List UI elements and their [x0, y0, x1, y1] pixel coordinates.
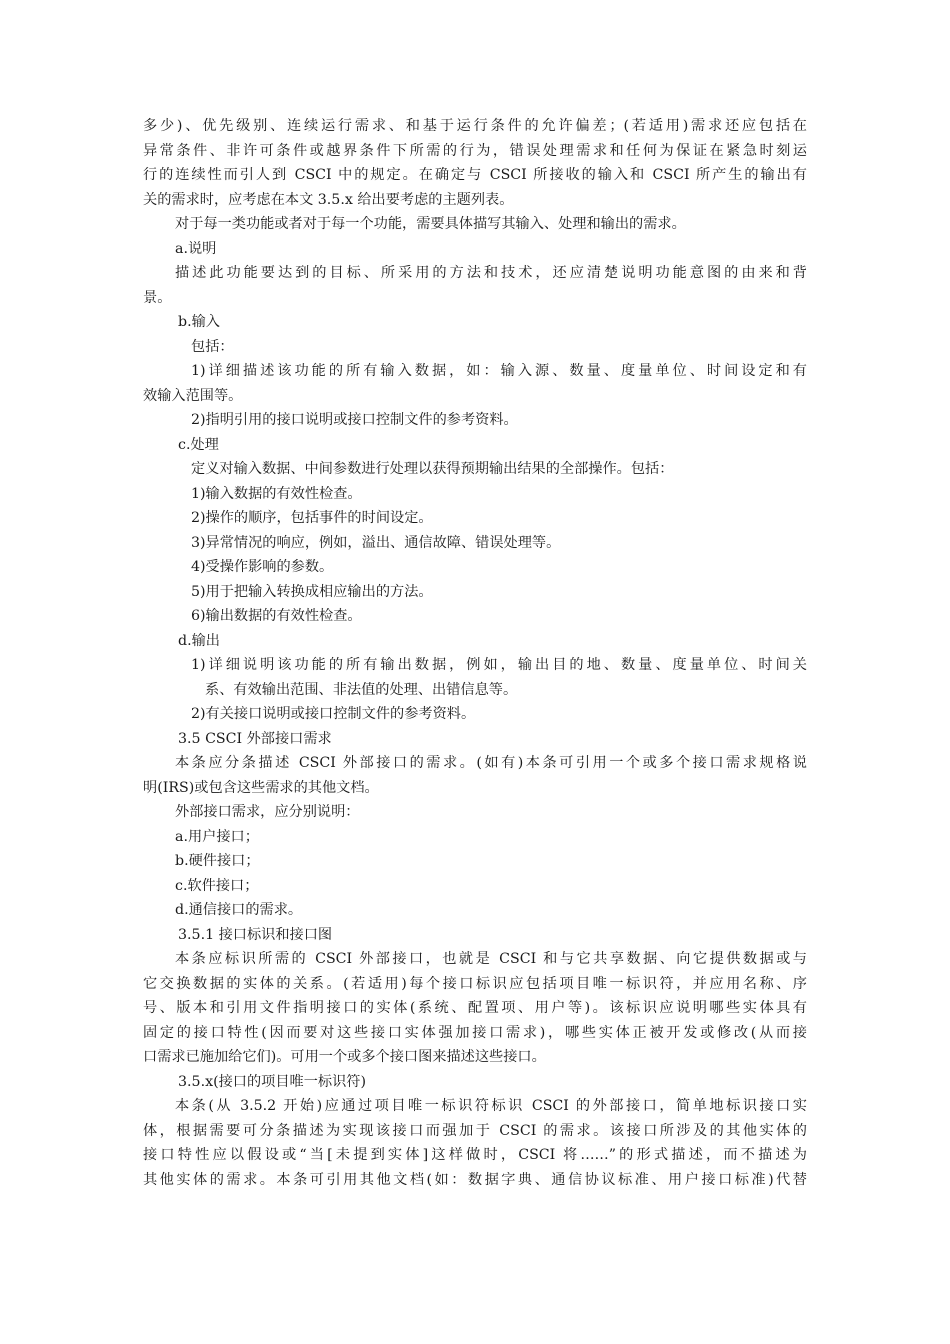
section-heading: 3.5.x(接口的项目唯一标识符) [178, 1073, 367, 1090]
paragraph-line: 它交换数据的实体的关系。(若适用)每个接口标识应包括项目唯一标识符，并应用名称、序 [143, 975, 807, 992]
list-item: 6)输出数据的有效性检查。 [191, 608, 362, 624]
paragraph-line: 体，根据需要可分条描述为实现该接口而强加于 CSCI 的需求。该接口所涉及的其他实体的 [143, 1122, 807, 1139]
paragraph-line: 外部接口需求，应分别说明： [175, 804, 360, 820]
paragraph-line: 明(IRS)或包含这些需求的其他文档。 [143, 779, 379, 796]
item-heading-b: b.输入 [178, 314, 220, 330]
list-item: c.软件接口； [175, 877, 259, 894]
paragraph-line: 描述此功能要达到的目标、所采用的方法和技术，还应清楚说明功能意图的由来和背 [175, 265, 807, 281]
list-item: 2)操作的顺序，包括事件的时间设定。 [191, 510, 433, 526]
paragraph-line: 口需求已施加给它们)。可用一个或多个接口图来描述这些接口。 [143, 1049, 546, 1065]
paragraph-line: 包括： [191, 338, 234, 355]
section-heading: 3.5 CSCI 外部接口需求 [178, 730, 332, 747]
paragraph-line: 行的连续性而引人到 CSCI 中的规定。在确定与 CSCI 所接收的输入和 CSCI 所产生的输出有 [143, 167, 807, 183]
list-item: 2)指明引用的接口说明或接口控制文件的参考资料。 [191, 412, 518, 428]
item-heading-d: d.输出 [178, 632, 220, 649]
paragraph-line: 其他实体的需求。本条可引用其他文档(如：数据字典、通信协议标准、用户接口标准)代替 [143, 1171, 807, 1188]
paragraph-line: 号、版本和引用文件指明接口的实体(系统、配置项、用户等)。该标识应说明哪些实体具有 [143, 1000, 807, 1016]
list-item: 1)详细说明该功能的所有输出数据，例如，输出目的地、数量、度量单位、时间关 [191, 657, 807, 673]
list-item: 4)受操作影响的参数。 [191, 559, 334, 575]
paragraph-line: 多少)、优先级别、连续运行需求、和基于运行条件的允许偏差；(若适用)需求还应包括在 [143, 118, 807, 134]
paragraph-line: 本条应标识所需的 CSCI 外部接口，也就是 CSCI 和与它共享数据、向它提供数据或与 [175, 951, 807, 967]
paragraph-line: 本条应分条描述 CSCI 外部接口的需求。(如有)本条可引用一个或多个接口需求规格说 [175, 755, 807, 771]
list-item: a.用户接口； [175, 828, 259, 845]
paragraph-line: 关的需求时，应考虑在本文 3.5.x 给出要考虑的主题列表。 [143, 191, 514, 208]
paragraph-line: 固定的接口特性(因而要对这些接口实体强加接口需求)，哪些实体正被开发或修改(从而接 [143, 1024, 807, 1041]
section-heading: 3.5.1 接口标识和接口图 [178, 926, 333, 943]
list-item-continuation: 系、有效输出范围、非法值的处理、出错信息等。 [205, 681, 518, 698]
item-heading-c: c.处理 [178, 436, 219, 453]
list-item: 1)输入数据的有效性检查。 [191, 485, 362, 502]
list-item: d.通信接口的需求。 [175, 902, 303, 918]
paragraph-line: 本条(从 3.5.2 开始)应通过项目唯一标识符标识 CSCI 的外部接口，简单地标识接口实 [175, 1098, 807, 1114]
list-item: 5)用于把输入转换成相应输出的方法。 [191, 583, 433, 600]
list-item: b.硬件接口； [175, 853, 260, 869]
list-item: 1)详细描述该功能的所有输入数据，如：输入源、数量、度量单位、时间设定和有 [191, 363, 807, 379]
paragraph-line: 接口特性应以假设或“当[未提到实体]这样做时，CSCI 将……”的形式描述，而不描述为 [143, 1147, 807, 1163]
list-item: 3)异常情况的响应，例如，溢出、通信故障、错误处理等。 [191, 534, 561, 551]
item-heading-a: a.说明 [175, 240, 217, 257]
paragraph-line: 景。 [143, 289, 172, 306]
paragraph-line: 对于每一类功能或者对于每一个功能，需要具体描写其输入、处理和输出的需求。 [175, 216, 686, 232]
paragraph-line: 定义对输入数据、中间参数进行处理以获得预期输出结果的全部操作。包括： [191, 461, 674, 477]
list-item-continuation: 效输入范围等。 [143, 387, 243, 404]
paragraph-line: 异常条件、非许可条件或越界条件下所需的行为，错误处理需求和任何为保证在紧急时刻运 [143, 142, 807, 159]
list-item: 2)有关接口说明或接口控制文件的参考资料。 [191, 706, 476, 722]
